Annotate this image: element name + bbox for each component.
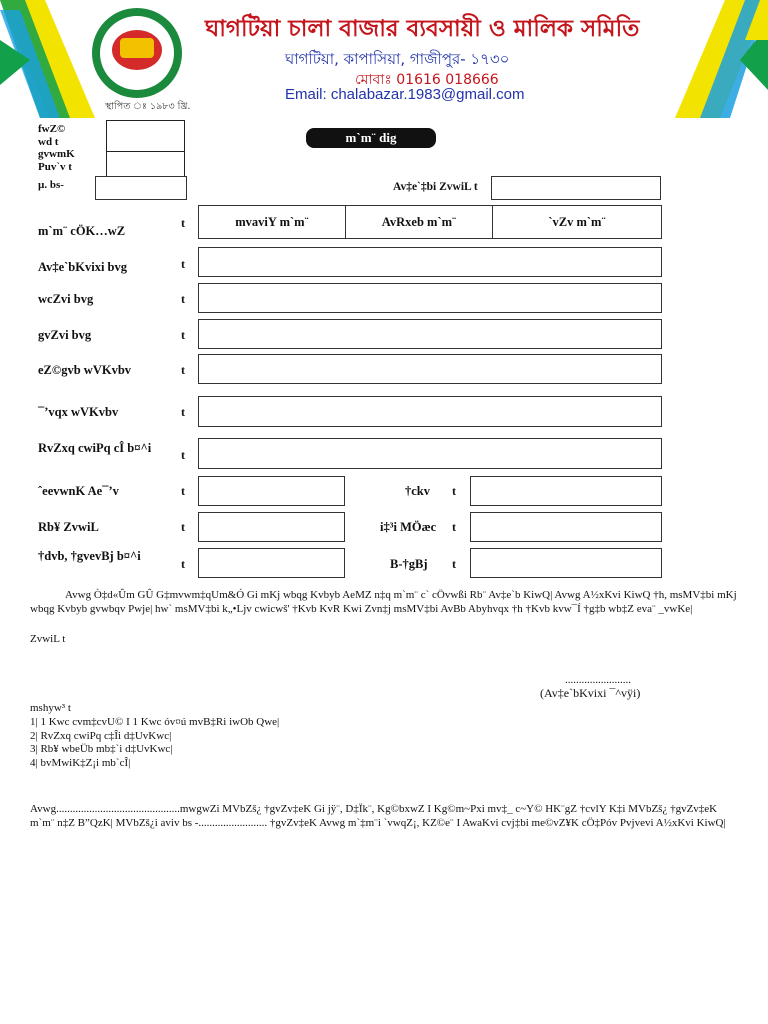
applicant-name-input[interactable] (198, 247, 662, 277)
declaration-paragraph: Avwg Ò‡d«Ûm GÛ G‡mvwm‡qUm&Ó Gi mKj wbqg Kvbyb AeMZ n‡q m`m¨ c` cÖvwßi Rb¨ Av‡e`b KiwQ| Avwg A½xKvi KiwQ †h, msMV‡bi mKj wbqg Kvbyb gvwbqv Pwje| hw` msMV‡bi k„•Ljv cwicwš' †Kvb KvR Kwi Zvn‡j msMV‡bi AvBb Abyhvqx †h †Kvb kvw¯Í †g‡b wb‡Z eva¨ _vwKe| (30, 589, 737, 615)
letterhead (0, 0, 768, 118)
email: Email: chalabazar.1983@gmail.com (285, 86, 525, 103)
fee-box-2[interactable] (106, 151, 185, 179)
marital-status-input[interactable] (198, 476, 345, 506)
field-label-marital-status: ˆeevwnK Ae¯’v (38, 484, 119, 498)
nid-input[interactable] (198, 438, 662, 469)
established-date: স্থাপিত ঃ ১৯৮৩ খ্রি. (105, 101, 191, 112)
field-label-blood-group: i‡³i MÖæc (380, 520, 437, 534)
member-type-donor[interactable]: `vZv m`m¨ (492, 205, 662, 239)
attachments-title: mshyw³ t (30, 702, 71, 714)
field-label-permanent-address: ¯’vqx wVKvbv (38, 405, 119, 419)
colon: t (181, 484, 185, 498)
serial-label: µ. bs- (38, 179, 64, 191)
field-label-phone: †dvb, †gvevBj b¤^i (38, 549, 141, 563)
membership-form-badge: m`m¨ dig (306, 128, 436, 148)
application-date-input[interactable] (491, 176, 661, 200)
address: ঘাগটিয়া, কাপাসিয়া, গাজীপুর- ১৭৩০ (285, 50, 510, 68)
application-date-label: Av‡e`‡bi ZvwiL t (393, 181, 478, 193)
field-label-nid: RvZxq cwiPq cÎ b¤^i (38, 441, 152, 455)
commitment-paragraph: Avwg.............................................mwgwZi MVbZš¿ †gvZv‡eK Gi jÿ¨, D‡Ïk¨, Kg©bxwZ I Kg©m~Pxi mv‡_ c~Y© HK¨gZ †cvlY K‡i MVbZš¿ †gvZv‡eK m`m¨ n‡Z B”QzK| MVbZš¿i aviv bs -......................... †gvZv‡eK Avwg m`‡m¨i `vwqZ¡, KZ©e¨ I AwaKvi cvj‡bi me©vZ¥K cÖ‡Póv Pvjvevi A½xKvi KiwQ| (30, 803, 726, 829)
colon: t (181, 328, 185, 342)
field-label-applicant-name: Av‡e`bKvixi bvg (38, 260, 128, 274)
fee-line-3: gvwmK (38, 148, 75, 160)
organization-logo (92, 8, 182, 98)
colon: t (452, 520, 456, 534)
list-item: 3| Rb¥ wbeÜb mb‡`i d‡UvKwc| (30, 743, 173, 755)
colon: t (181, 257, 185, 271)
attachment-list (30, 716, 279, 770)
declaration-date-label: ZvwiL t (30, 633, 66, 645)
birth-date-input[interactable] (198, 512, 345, 542)
fee-line-1: fwZ© (38, 123, 66, 135)
mother-name-input[interactable] (198, 319, 662, 349)
blood-group-input[interactable] (470, 512, 662, 542)
fee-box-1[interactable] (106, 120, 185, 152)
signature-line: ........................ (565, 674, 631, 686)
fee-line-2: wd t (38, 135, 59, 148)
fee-date-block (38, 123, 75, 173)
field-label-present-address: eZ©gvb wVKvbv (38, 363, 132, 377)
field-label-mother-name: gvZvi bvg (38, 328, 92, 342)
field-label-father-name: wcZvi bvg (38, 292, 94, 306)
colon: t (181, 405, 185, 419)
colon: t (181, 520, 185, 534)
member-type-label: m`m¨ cÖK…wZ (38, 224, 126, 238)
colon: t (452, 484, 456, 498)
fee-line-4: Puv`v t (38, 160, 72, 173)
colon: t (181, 292, 185, 306)
organization-title: ঘাগটিয়া চালা বাজার ব্যবসায়ী ও মালিক সমিতি (205, 16, 640, 42)
field-label-birth-date: Rb¥ ZvwiL (38, 520, 99, 534)
field-label-profession: †ckv (405, 484, 430, 498)
list-item: 2| RvZxq cwiPq c‡Îi d‡UvKwc| (30, 729, 172, 742)
father-name-input[interactable] (198, 283, 662, 313)
permanent-address-input[interactable] (198, 396, 662, 427)
profession-input[interactable] (470, 476, 662, 506)
serial-input[interactable] (95, 176, 187, 200)
colon: t (181, 363, 185, 377)
phone-input[interactable] (198, 548, 345, 578)
colon: t (181, 557, 185, 571)
present-address-input[interactable] (198, 354, 662, 384)
field-label-email: B-†gBj (390, 557, 428, 571)
member-type-lifetime[interactable]: AvRxeb m`m¨ (345, 205, 493, 239)
colon: t (452, 557, 456, 571)
colon: t (181, 216, 185, 230)
email-input[interactable] (470, 548, 662, 578)
list-item: 4| bvMwiK‡Z¡i mb`cÎ| (30, 756, 131, 769)
signature-label: (Av‡e`bKvixi ¯^vÿi) (540, 686, 641, 700)
colon: t (181, 448, 185, 462)
member-type-general[interactable]: mvaviY m`m¨ (198, 205, 346, 239)
list-item: 1| 1 Kwc cvm‡cvU© I 1 Kwc óv¤ú mvB‡Ri iwOb Qwe| (30, 716, 280, 728)
phone: মোবাঃ 01616 018666 (355, 72, 499, 88)
